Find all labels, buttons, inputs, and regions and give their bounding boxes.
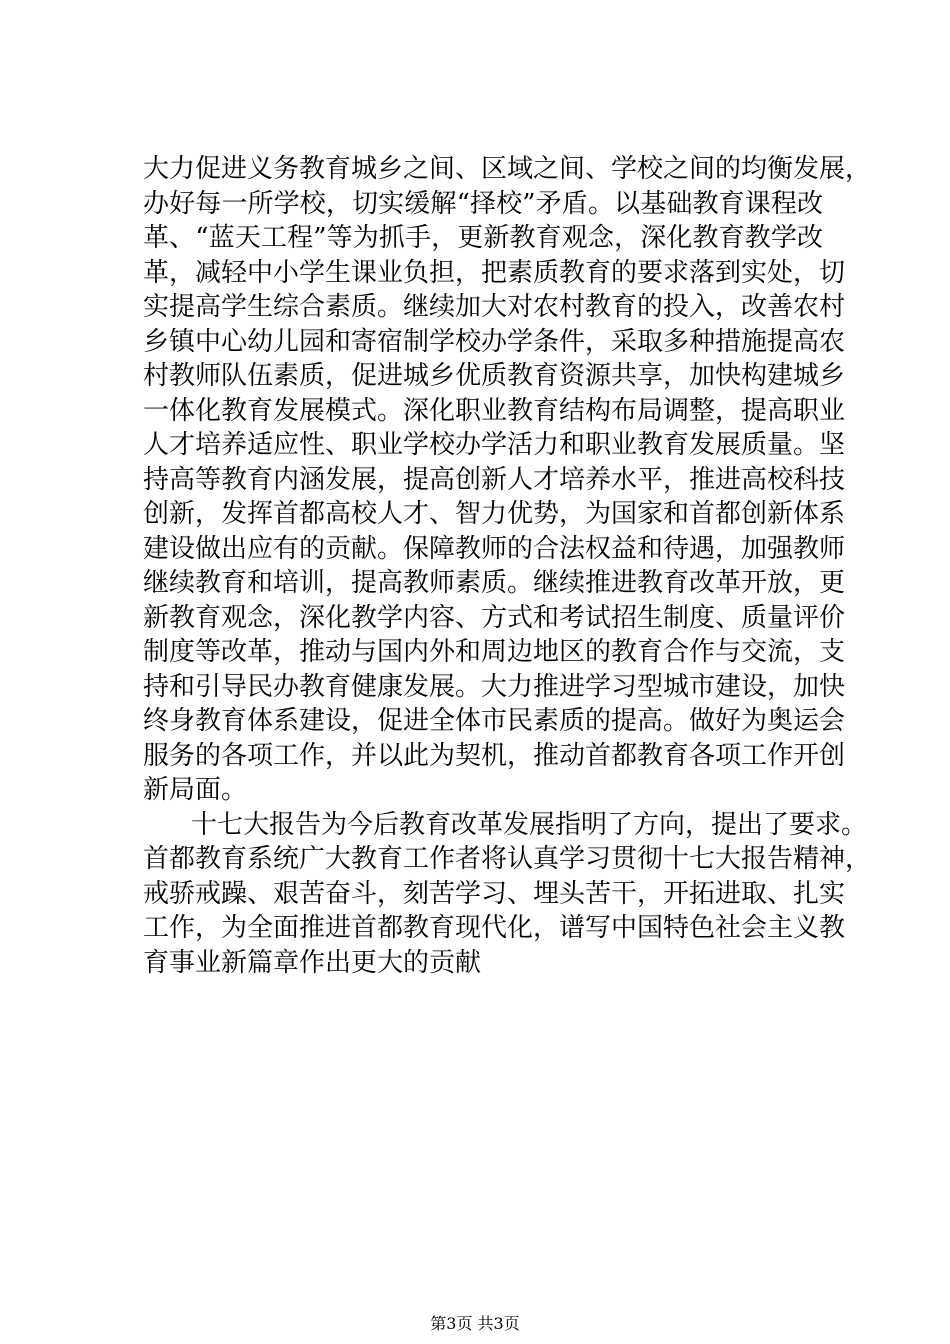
text-line: 村教师队伍素质，促进城乡优质教育资源共享，加快构建城乡 [143, 361, 846, 391]
text-line: 继续教育和培训，提高教师素质。继续推进教育改革开放，更 [143, 568, 846, 598]
text-line: 戒骄戒躁、艰苦奋斗，刻苦学习、埋头苦干，开拓进取、扎实 [143, 878, 846, 909]
text-line: 革、“蓝天工程”等为抓手，更新教育观念，深化教育教学改 [143, 223, 823, 253]
text-line: 实提高学生综合素质。继续加大对农村教育的投入，改善农村 [143, 292, 846, 322]
text-line: 十七大报告为今后教育改革发展指明了方向，提出了要求。 [191, 809, 868, 840]
text-line: 大力促进义务教育城乡之间、区域之间、学校之间的均衡发展， [143, 154, 872, 184]
text-line: 首都教育系统广大教育工作者将认真学习贯彻十七大报告精神， [143, 844, 872, 874]
text-line: 工作，为全面推进首都教育现代化，谱写中国特色社会主义教 [143, 913, 846, 943]
text-line: 人才培养适应性、职业学校办学活力和职业教育发展质量。坚 [143, 430, 846, 460]
paragraph-2 [143, 808, 872, 981]
text-line: 持和引导民办教育健康发展。大力推进学习型城市建设，加快 [143, 671, 846, 702]
text-line: 育事业新篇章作出更大的贡献 [143, 947, 482, 978]
text-line: 革，减轻中小学生课业负担，把素质教育的要求落到实处，切 [143, 257, 846, 288]
text-line: 服务的各项工作，并以此为契机，推动首都教育各项工作开创 [143, 740, 846, 771]
text-line: 终身教育体系建设，促进全体市民素质的提高。做好为奥运会 [143, 706, 846, 736]
text-line: 建设做出应有的贡献。保障教师的合法权益和待遇，加强教师 [143, 533, 846, 564]
text-line: 创新，发挥首都高校人才、智力优势，为国家和首都创新体系 [143, 499, 846, 529]
text-line: 制度等改革，推动与国内外和周边地区的教育合作与交流，支 [143, 637, 846, 667]
document-body [143, 152, 872, 980]
text-line: 乡镇中心幼儿园和寄宿制学校办学条件，采取多种措施提高农 [143, 326, 846, 357]
text-line: 持高等教育内涵发展，提高创新人才培养水平，推进高校科技 [143, 464, 846, 495]
paragraph-1 [143, 152, 872, 808]
text-line: 办好每一所学校，切实缓解“择校”矛盾。以基础教育课程改 [143, 188, 823, 219]
text-line: 新教育观念，深化教学内容、方式和考试招生制度、质量评价 [143, 602, 846, 633]
text-line: 一体化教育发展模式。深化职业教育结构布局调整，提高职业 [143, 395, 846, 426]
page-number-footer: 第3页 共3页 [430, 1314, 520, 1333]
text-line: 新局面。 [143, 775, 248, 805]
